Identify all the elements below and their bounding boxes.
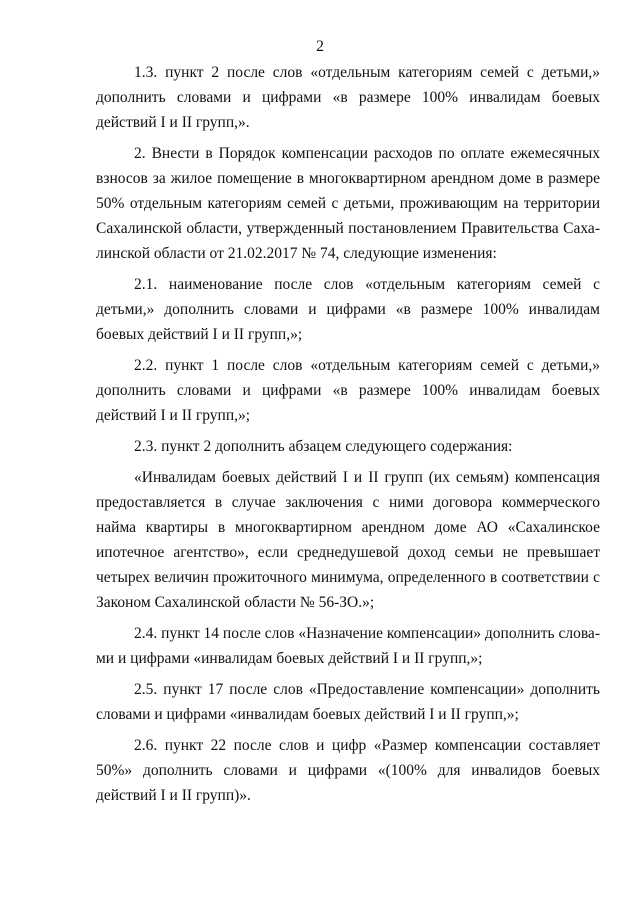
paragraph-2-5: 2.5. пункт 17 после слов «Предоставление компенсации» дополнить словами и цифрами «инвалидам боевых действий I и II групп,»;	[96, 681, 600, 723]
paragraph-2-3: 2.3. пункт 2 дополнить абзацем следующего содержания:	[134, 438, 513, 455]
paragraph-2-4: 2.4. пункт 14 после слов «Назначение компенсации» дополнить словами и цифрами «инвалидам боевых действий I и II групп,»;	[96, 625, 600, 667]
paragraph-2-2: 2.2. пункт 1 после слов «отдельным категориям семей с детьми,» дополнить словами и цифрами «в размере 100% инвалидам боевых действий I и II групп,»;	[96, 357, 600, 424]
paragraph-2-6: 2.6. пункт 22 после слов и цифр «Размер компенсации составляет 50%» дополнить словами и цифрами «(100% для инвалидов боевых действий I и II групп)».	[96, 737, 600, 804]
document-body	[96, 60, 600, 808]
paragraph-2-1: 2.1. наименование после слов «отдельным категориям семей с детьми,» дополнить словами и цифрами «в размере 100% инвалидам боевых действий I и II групп,»;	[96, 276, 600, 343]
page-number: 2	[316, 38, 324, 55]
paragraph-quoted-amendment: «Инвалидам боевых действий I и II групп (их семьям) компенсация предоставляется в случае заключения с ними договора коммерческого найма квартиры в многоквартирном арендном доме АО «Сахалинское ипотечное агентство», если среднедушевой доход семьи не превышает четырех величин прожиточного минимума, определенного в соответствии с Законом Сахалинской области № 56-ЗО.»;	[96, 469, 600, 611]
paragraph-2: 2. Внести в Порядок компенсации расходов по оплате ежемесячных взносов за жилое помещение в многоквартирном арендном доме в размере 50% отдельным категориям семей с детьми, проживающим на территории Сахалинской области, утвержденный постановлением Правительства Сахалинской области от 21.02.2017 № 74, следующие изменения:	[96, 145, 600, 262]
paragraph-1-3: 1.3. пункт 2 после слов «отдельным категориям семей с детьми,» дополнить словами и цифрами «в размере 100% инвалидам боевых действий I и II групп,».	[96, 64, 600, 131]
